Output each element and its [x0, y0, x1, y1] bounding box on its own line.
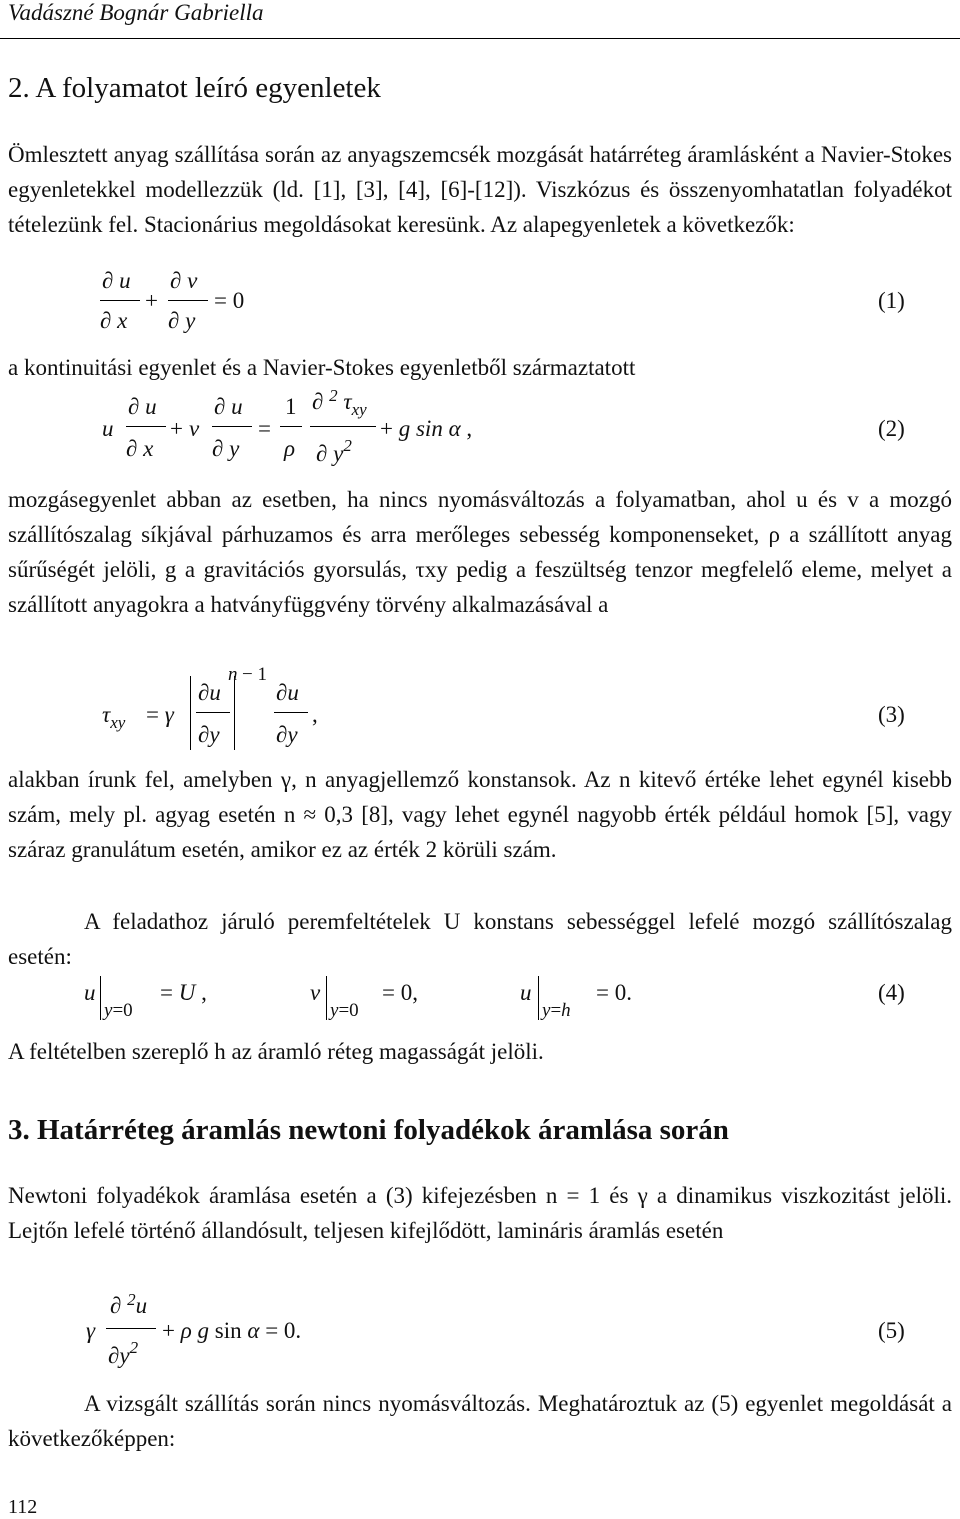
section-3-paragraph-1: Newtoni folyadékok áramlása esetén a (3) kifejezésben n = 1 és γ a dinamikus viszkozitást jelöli. Lejtőn lefelé történő állandósult, teljesen kifejlődött, lamináris áramlás esetén — [8, 1183, 952, 1243]
section-2-paragraph-4: alakban írunk fel, amelyben γ, n anyagjellemző konstansok. Az n kitevő értéke lehet egynél kisebb szám, mely pl. agyag esetén n ≈ 0,3 [8], vagy lehet egynél nagyobb érték például homok [5], vagy száraz granulátum esetén, amikor ez az érték 2 körüli szám. — [8, 767, 952, 862]
equation-2-label: (2) — [878, 416, 905, 441]
equation-4-label: (4) — [878, 980, 905, 1005]
section-2-paragraph-1: Ömlesztett anyag szállítása során az anyagszemcsék mozgását határréteg áramlásként a Navier-Stokes egyenletekkel modellezzük (ld. [1], [3], [4], [6]-[12]). Viszkózus és összenyomhatatlan folyadékot tételezünk fel. Stacionárius megoldásokat keresünk. Az alapegyenletek a következők: — [8, 142, 952, 237]
section-2-title: 2. A folyamatot leíró egyenletek — [8, 72, 381, 104]
section-2-paragraph-2: a kontinuitási egyenlet és a Navier-Stokes egyenletből származtatott — [8, 355, 636, 380]
equation-5-label: (5) — [878, 1318, 905, 1343]
running-header-author: Vadászné Bognár Gabriella — [8, 0, 264, 25]
section-3-title: 3. Határréteg áramlás newtoni folyadékok áramlása során — [8, 1114, 729, 1146]
header-rule — [0, 38, 960, 39]
section-2-paragraph-5: A feladathoz járuló peremfeltételek U konstans sebességgel lefelé mozgó szállítószalag esetén: — [8, 909, 952, 969]
section-2-paragraph-3: mozgásegyenlet abban az esetben, ha nincs nyomásváltozás a folyamatban, ahol u és v a mozgó szállítószalag síkjával párhuzamos és arra merőleges sebesség komponenseket, ρ a szállított anyag sűrűségét jelöli, g a gravitációs gyorsulás, τxy pedig a feszültség tenzor megfelelő eleme, melyet a szállított anyagokra a hatványfüggvény törvény alkalmazásával a — [8, 487, 952, 617]
section-2-paragraph-6: A feltételben szereplő h az áramló réteg magasságát jelöli. — [8, 1039, 544, 1064]
equation-1-label: (1) — [878, 288, 905, 313]
page-number: 112 — [8, 1496, 38, 1518]
equation-3-label: (3) — [878, 702, 905, 727]
section-3-paragraph-2: A vizsgált szállítás során nincs nyomásváltozás. Meghatároztuk az (5) egyenlet megoldását a következőképpen: — [8, 1391, 952, 1451]
